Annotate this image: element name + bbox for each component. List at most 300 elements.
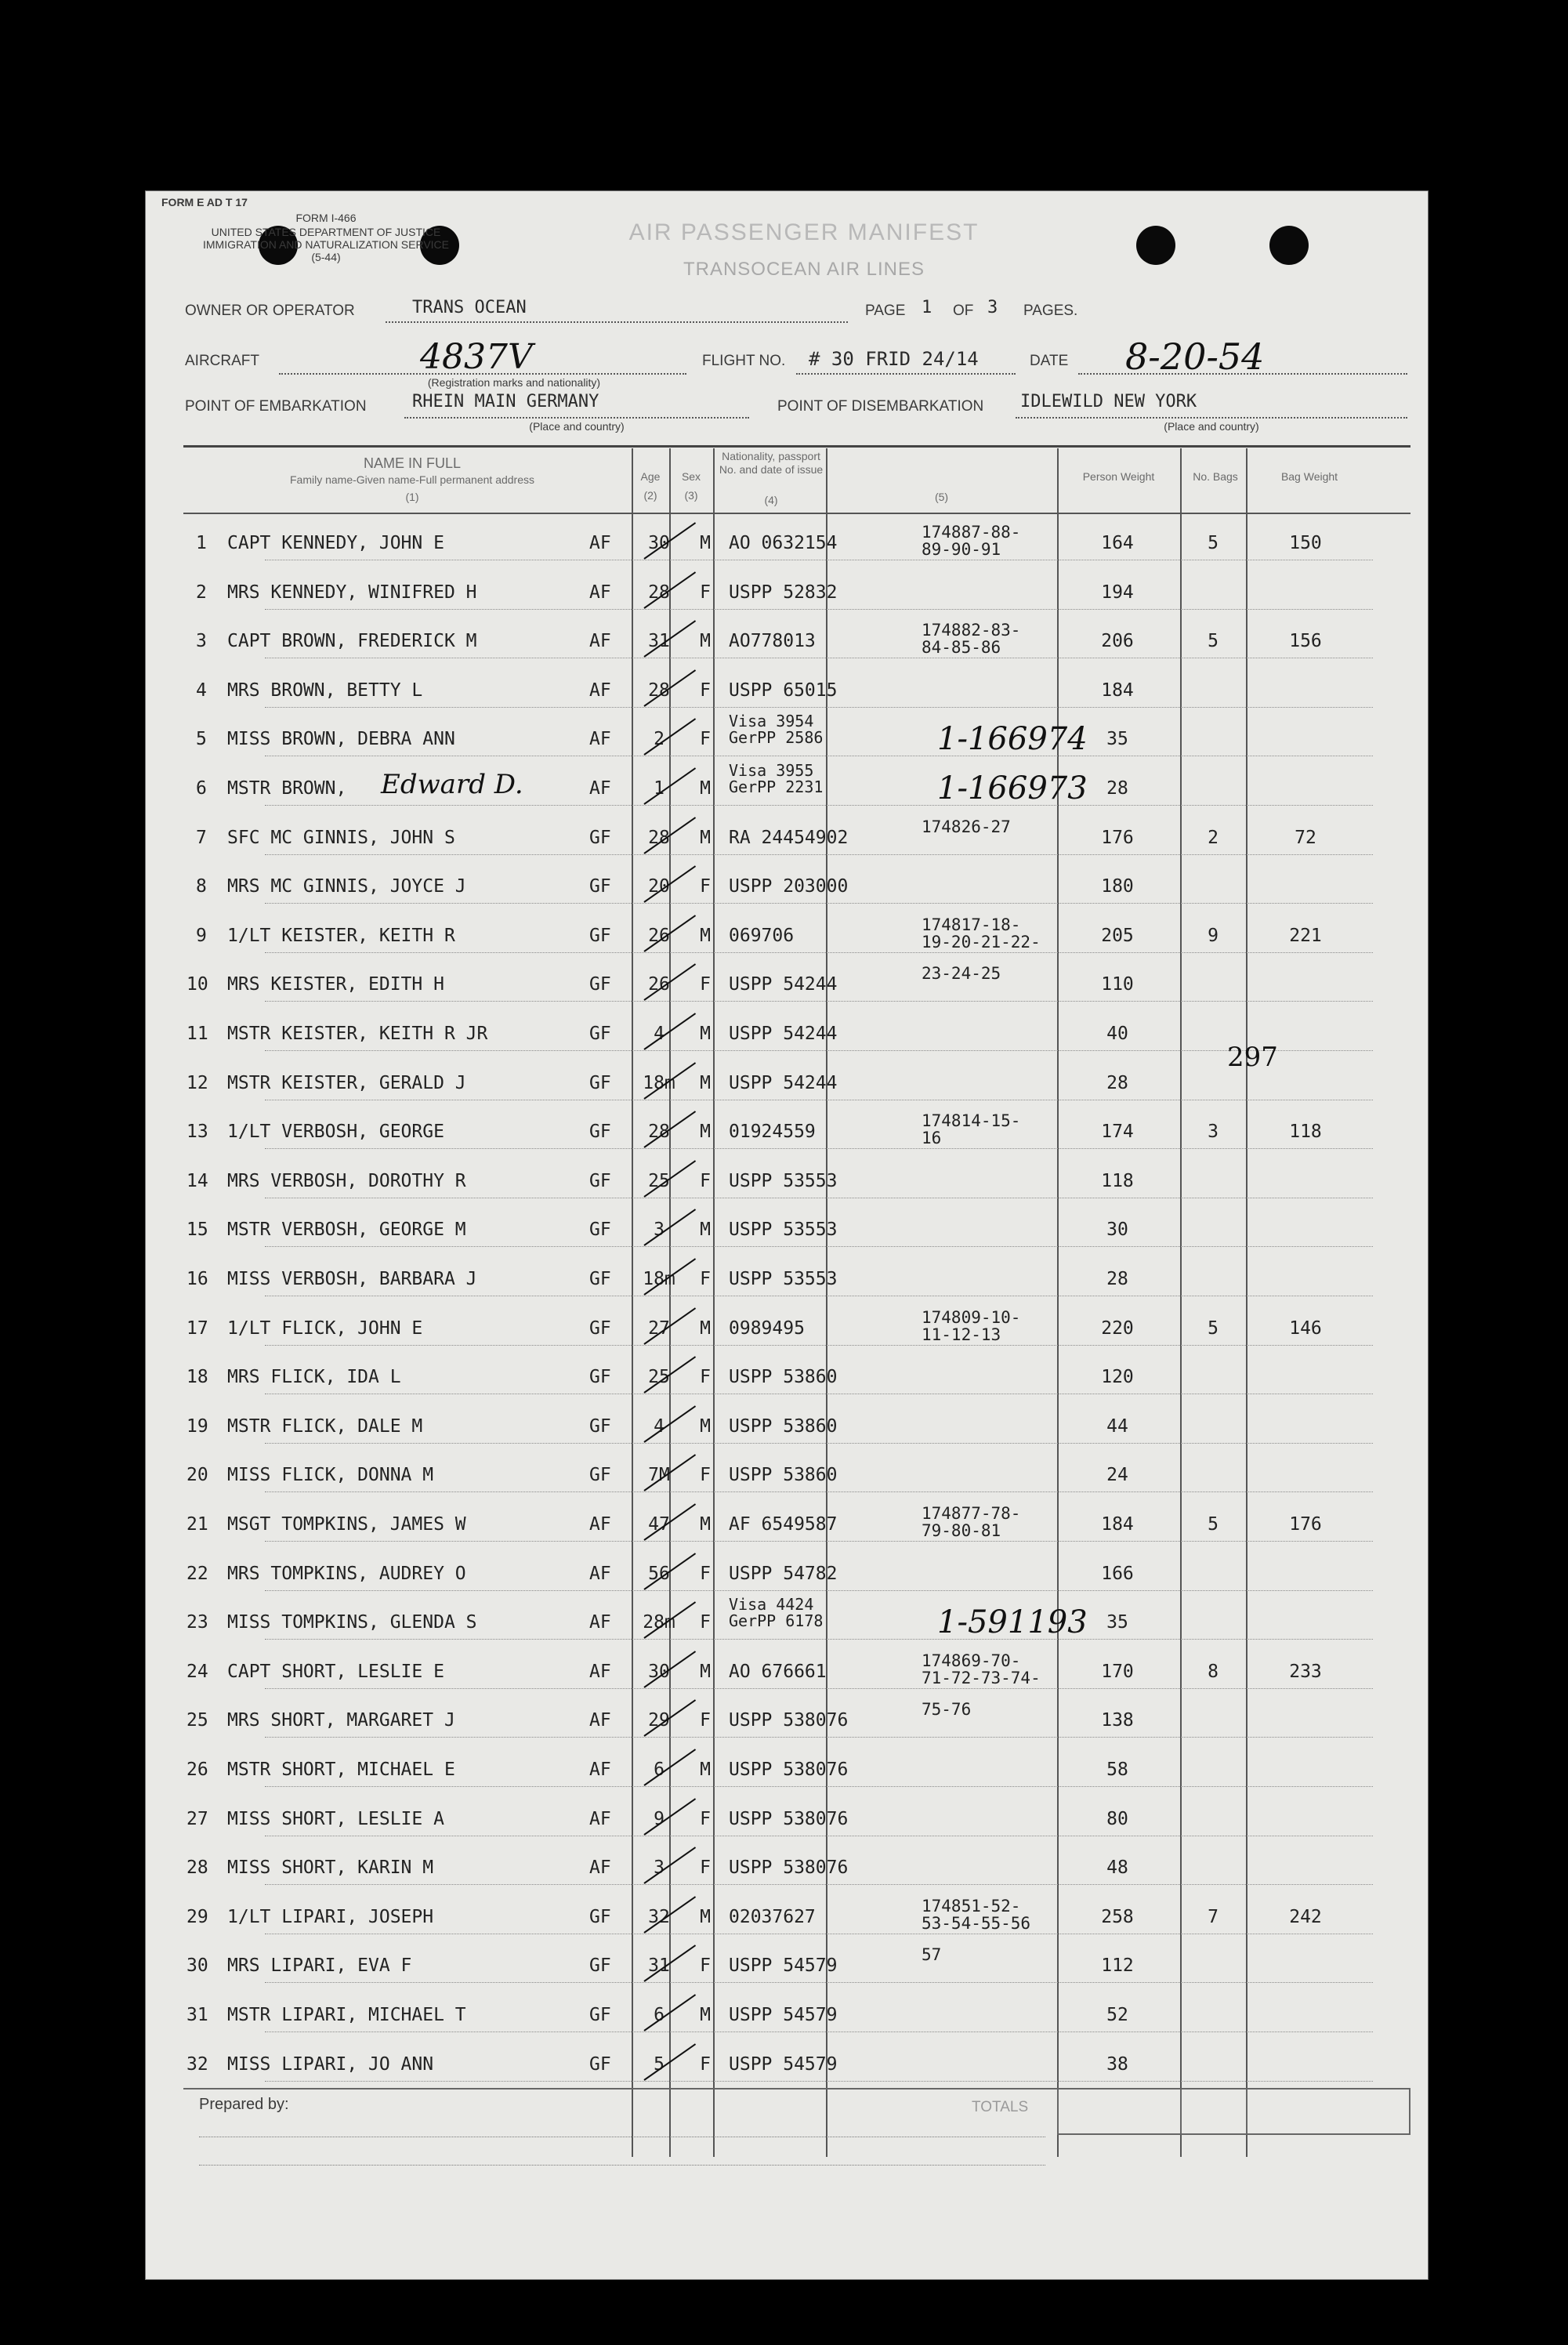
passenger-name: MSTR SHORT, MICHAEL E: [227, 1760, 455, 1780]
person-weight: 120: [1101, 1367, 1134, 1387]
bag-weight: 150: [1289, 533, 1322, 553]
passenger-sex: F: [700, 1955, 711, 1976]
service-branch: GF: [589, 2005, 611, 2025]
passport-number: USPP 53553: [729, 1220, 838, 1240]
passenger-age: 26: [648, 926, 670, 946]
manifest-form: [146, 191, 1428, 2279]
passport-number: 069706: [729, 926, 795, 946]
punch-hole: [1269, 226, 1309, 265]
person-weight: 184: [1101, 1514, 1134, 1535]
passenger-age: 1: [654, 778, 664, 799]
passenger-sex: M: [700, 1318, 711, 1339]
passenger-name: MRS VERBOSH, DOROTHY R: [227, 1171, 466, 1191]
table-row: [146, 913, 1428, 962]
embarkation-note: (Place and country): [529, 420, 625, 433]
col-passport-number: (4): [764, 494, 778, 506]
table-row: [146, 668, 1428, 716]
passenger-age: 18m: [643, 1073, 675, 1093]
passport-number: Visa 3955 GerPP 2231: [729, 761, 824, 796]
passenger-name: MRS MC GINNIS, JOYCE J: [227, 876, 466, 897]
row-number: 27: [186, 1809, 208, 1829]
passenger-sex: M: [700, 828, 711, 848]
service-branch: AF: [589, 1514, 611, 1535]
service-branch: GF: [589, 1318, 611, 1339]
passenger-age: 2: [654, 729, 664, 749]
passenger-age: 28: [648, 582, 670, 603]
passenger-sex: M: [700, 1662, 711, 1682]
bag-weight: 233: [1289, 1662, 1322, 1682]
table-row: [146, 1502, 1428, 1550]
passenger-age: 4: [654, 1416, 664, 1437]
service-branch: GF: [589, 828, 611, 848]
airline-name: TRANSOCEAN AIR LINES: [683, 259, 925, 280]
passenger-age: 30: [648, 1662, 670, 1682]
passport-number: USPP 203000: [729, 876, 849, 897]
passenger-age: 28m: [643, 1612, 675, 1633]
row-number: 15: [186, 1220, 208, 1240]
passport-number: USPP 54579: [729, 2054, 838, 2075]
bag-count: 5: [1208, 1514, 1219, 1535]
handwritten-annotation: 1-166973: [937, 770, 1088, 806]
form-department: UNITED STATES DEPARTMENT OF JUSTICE: [211, 226, 441, 238]
row-number: 23: [186, 1612, 208, 1633]
service-branch: AF: [589, 680, 611, 701]
bag-weight: 176: [1289, 1514, 1322, 1535]
person-weight: 176: [1101, 828, 1134, 848]
passport-number: USPP 54244: [729, 1073, 838, 1093]
passenger-name: MISS TOMPKINS, GLENDA S: [227, 1612, 477, 1633]
passport-number: Visa 4424 GerPP 6178: [729, 1595, 824, 1630]
row-number: 16: [186, 1269, 208, 1289]
row-number: 14: [186, 1171, 208, 1191]
person-weight: 112: [1101, 1955, 1134, 1976]
bag-weight: 156: [1289, 631, 1322, 651]
col-name-number: (1): [405, 491, 419, 503]
passenger-sex: F: [700, 582, 711, 603]
passenger-age: 6: [654, 2005, 664, 2025]
col-age-number: (2): [643, 489, 657, 502]
row-number: 22: [186, 1564, 208, 1584]
passport-number: 01924559: [729, 1122, 816, 1142]
service-branch: AF: [589, 533, 611, 553]
passenger-name: MISS SHORT, LESLIE A: [227, 1809, 444, 1829]
row-number: 6: [196, 778, 207, 799]
table-row: [146, 570, 1428, 618]
row-number: 26: [186, 1760, 208, 1780]
table-row: [146, 1158, 1428, 1207]
flight-value: # 30 FRID 24/14: [809, 348, 979, 370]
col-bagweight-heading: Bag Weight: [1280, 470, 1338, 483]
passenger-sex: F: [700, 2054, 711, 2075]
row-number: 28: [186, 1858, 208, 1878]
passenger-name: MSTR LIPARI, MICHAEL T: [227, 2005, 466, 2025]
bag-count: 5: [1208, 533, 1219, 553]
col-passport-heading: Nationality, passport No. and date of issue: [719, 450, 824, 476]
passenger-sex: M: [700, 1514, 711, 1535]
person-weight: 35: [1106, 1612, 1128, 1633]
row-number: 32: [186, 2054, 208, 2075]
row-number: 5: [196, 729, 207, 749]
passenger-sex: F: [700, 1858, 711, 1878]
service-branch: GF: [589, 1367, 611, 1387]
person-weight: 220: [1101, 1318, 1134, 1339]
passport-number: 02037627: [729, 1907, 816, 1927]
ticket-numbers: 57: [922, 1945, 942, 1964]
aircraft-label: AIRCRAFT: [185, 353, 259, 369]
person-weight: 28: [1106, 778, 1128, 799]
passenger-age: 28: [648, 1122, 670, 1142]
table-row: [146, 618, 1428, 667]
service-branch: GF: [589, 1024, 611, 1044]
passport-number: USPP 54244: [729, 974, 838, 995]
service-branch: GF: [589, 974, 611, 995]
bag-count: 7: [1208, 1907, 1219, 1927]
bag-count: 5: [1208, 631, 1219, 651]
passport-number: Visa 3954 GerPP 2586: [729, 712, 824, 747]
passport-number: AO778013: [729, 631, 816, 651]
passenger-name: CAPT KENNEDY, JOHN E: [227, 533, 444, 553]
col-sex-number: (3): [684, 489, 698, 502]
page-label: PAGE: [865, 303, 906, 319]
passenger-name: 1/LT VERBOSH, GEORGE: [227, 1122, 444, 1142]
service-branch: AF: [589, 1564, 611, 1584]
table-row: [146, 1595, 1428, 1648]
passport-number: AO 676661: [729, 1662, 827, 1682]
table-row: [146, 1845, 1428, 1894]
service-branch: AF: [589, 631, 611, 651]
passenger-age: 5: [654, 2054, 664, 2075]
service-branch: GF: [589, 876, 611, 897]
passenger-age: 29: [648, 1710, 670, 1731]
passenger-age: 6: [654, 1760, 664, 1780]
table-row: [146, 962, 1428, 1010]
bag-count: 3: [1208, 1122, 1219, 1142]
person-weight: 194: [1101, 582, 1134, 603]
passenger-name: MISS BROWN, DEBRA ANN: [227, 729, 455, 749]
passport-number: USPP 53553: [729, 1269, 838, 1289]
passenger-name: MISS LIPARI, JO ANN: [227, 2054, 434, 2075]
passenger-age: 47: [648, 1514, 670, 1535]
passenger-sex: M: [700, 533, 711, 553]
table-row: [146, 1551, 1428, 1600]
person-weight: 164: [1101, 533, 1134, 553]
row-number: 11: [186, 1024, 208, 1044]
passenger-age: 32: [648, 1907, 670, 1927]
page-value: 1: [922, 298, 932, 317]
person-weight: 118: [1101, 1171, 1134, 1191]
passenger-age: 31: [648, 631, 670, 651]
passenger-sex: M: [700, 1416, 711, 1437]
passenger-sex: F: [700, 974, 711, 995]
bag-weight: 146: [1289, 1318, 1322, 1339]
row-number: 3: [196, 631, 207, 651]
table-row: [146, 1649, 1428, 1698]
date-label: DATE: [1030, 353, 1069, 369]
table-row: [146, 815, 1428, 864]
passenger-age: 7M: [648, 1465, 670, 1485]
passenger-age: 28: [648, 828, 670, 848]
person-weight: 205: [1101, 926, 1134, 946]
passenger-name: MRS TOMPKINS, AUDREY O: [227, 1564, 466, 1584]
row-number: 29: [186, 1907, 208, 1927]
ticket-numbers: 174826-27: [922, 817, 1011, 836]
passenger-sex: M: [700, 1220, 711, 1240]
person-weight: 80: [1106, 1809, 1128, 1829]
passport-number: USPP 53860: [729, 1416, 838, 1437]
passenger-name: MRS KEISTER, EDITH H: [227, 974, 444, 995]
owner-label: OWNER OR OPERATOR: [185, 303, 355, 319]
passenger-name: 1/LT KEISTER, KEITH R: [227, 926, 455, 946]
row-number: 9: [196, 926, 207, 946]
passenger-sex: M: [700, 926, 711, 946]
row-number: 30: [186, 1955, 208, 1976]
passenger-name: MSTR KEISTER, KEITH R JR: [227, 1024, 488, 1044]
passenger-name: CAPT SHORT, LESLIE E: [227, 1662, 444, 1682]
service-branch: AF: [589, 582, 611, 603]
col-5-heading: (5): [934, 491, 949, 503]
passport-number: USPP 54579: [729, 1955, 838, 1976]
disembarkation-label: POINT OF DISEMBARKATION: [777, 398, 984, 415]
ticket-numbers: 75-76: [922, 1700, 972, 1719]
passport-number: AF 6549587: [729, 1514, 838, 1535]
ticket-numbers: 174817-18- 19-20-21-22-: [922, 915, 1041, 951]
form-corner-label: FORM E AD T 17: [161, 196, 248, 208]
service-branch: GF: [589, 1907, 611, 1927]
col-age-heading: Age: [640, 470, 661, 483]
handwritten-annotation: 1-591193: [937, 1604, 1088, 1640]
row-number: 21: [186, 1514, 208, 1535]
passenger-sex: M: [700, 1760, 711, 1780]
row-number: 1: [196, 533, 207, 553]
person-weight: 166: [1101, 1564, 1134, 1584]
ticket-numbers: 174851-52- 53-54-55-56: [922, 1897, 1031, 1933]
row-number: 4: [196, 680, 207, 701]
disembarkation-note: (Place and country): [1164, 420, 1259, 433]
row-number: 20: [186, 1465, 208, 1485]
table-row: [146, 1042, 1428, 1109]
person-weight: 28: [1106, 1269, 1128, 1289]
person-weight: 174: [1101, 1122, 1134, 1142]
bag-weight: 221: [1289, 926, 1322, 946]
passport-number: USPP 54244: [729, 1024, 838, 1044]
table-row: [146, 1747, 1428, 1796]
service-branch: AF: [589, 729, 611, 749]
person-weight: 258: [1101, 1907, 1134, 1927]
row-number: 31: [186, 2005, 208, 2025]
service-branch: AF: [589, 1710, 611, 1731]
passenger-name: MRS BROWN, BETTY L: [227, 680, 423, 701]
date-value: 8-20-54: [1125, 335, 1265, 378]
ticket-numbers: 174814-15- 16: [922, 1111, 1021, 1147]
passport-number: USPP 54579: [729, 2005, 838, 2025]
aircraft-value: 4837V: [420, 337, 533, 377]
service-branch: AF: [589, 778, 611, 799]
service-branch: GF: [589, 1416, 611, 1437]
service-branch: AF: [589, 1809, 611, 1829]
bag-count: 8: [1208, 1662, 1219, 1682]
passenger-name: MSTR KEISTER, GERALD J: [227, 1073, 466, 1093]
passenger-name: CAPT BROWN, FREDERICK M: [227, 631, 477, 651]
person-weight: 58: [1106, 1760, 1128, 1780]
table-row: [146, 520, 1428, 569]
person-weight: 180: [1101, 876, 1134, 897]
passenger-name: MSGT TOMPKINS, JAMES W: [227, 1514, 466, 1535]
ticket-numbers: 23-24-25: [922, 964, 1001, 983]
service-branch: GF: [589, 2054, 611, 2075]
passenger-sex: M: [700, 1122, 711, 1142]
passenger-sex: F: [700, 1465, 711, 1485]
form-number: FORM I-466: [295, 212, 357, 224]
pages-label: PAGES.: [1023, 303, 1078, 319]
passenger-age: 25: [648, 1367, 670, 1387]
passenger-sex: F: [700, 729, 711, 749]
service-branch: GF: [589, 1220, 611, 1240]
passenger-name: MISS FLICK, DONNA M: [227, 1465, 434, 1485]
passenger-age: 31: [648, 1955, 670, 1976]
totals-box: [1057, 2088, 1410, 2135]
passenger-name: 1/LT FLICK, JOHN E: [227, 1318, 423, 1339]
col-name-heading: NAME IN FULL: [363, 455, 462, 471]
table-row: [146, 1354, 1428, 1403]
passenger-name: MSTR BROWN,: [227, 778, 347, 799]
bag-count: 5: [1208, 1318, 1219, 1339]
passport-number: USPP 54782: [729, 1564, 838, 1584]
passenger-age: 9: [654, 1809, 664, 1829]
passenger-name: SFC MC GINNIS, JOHN S: [227, 828, 455, 848]
passport-number: USPP 53860: [729, 1465, 838, 1485]
passport-number: USPP 65015: [729, 680, 838, 701]
table-row: [146, 1943, 1428, 1992]
ticket-numbers: 174887-88- 89-90-91: [922, 523, 1021, 559]
row-number: 24: [186, 1662, 208, 1682]
person-weight: 206: [1101, 631, 1134, 651]
passenger-name: MRS LIPARI, EVA F: [227, 1955, 412, 1976]
person-weight: 44: [1106, 1416, 1128, 1437]
passport-number: USPP 53860: [729, 1367, 838, 1387]
totals-label: TOTALS: [972, 2099, 1029, 2115]
service-branch: AF: [589, 1858, 611, 1878]
person-weight: 35: [1106, 729, 1128, 749]
passport-number: RA 24454902: [729, 828, 849, 848]
handwritten-annotation: 1-166974: [937, 721, 1088, 757]
of-label: OF: [953, 303, 974, 319]
table-row: [146, 864, 1428, 912]
person-weight: 30: [1106, 1220, 1128, 1240]
table-row: [146, 761, 1428, 814]
passenger-sex: M: [700, 631, 711, 651]
ticket-numbers: 174882-83- 84-85-86: [922, 621, 1021, 657]
table-row: [146, 1992, 1428, 2041]
service-branch: GF: [589, 1269, 611, 1289]
passport-number: USPP 538076: [729, 1760, 849, 1780]
table-row: [146, 1256, 1428, 1305]
row-number: 25: [186, 1710, 208, 1731]
col-weight-heading: Person Weight: [1082, 470, 1155, 483]
passenger-age: 27: [648, 1318, 670, 1339]
person-weight: 52: [1106, 2005, 1128, 2025]
disembarkation-value: IDLEWILD NEW YORK: [1020, 392, 1197, 411]
bag-weight: 72: [1295, 828, 1316, 848]
prepared-by-label: Prepared by:: [199, 2096, 289, 2113]
row-number: 18: [186, 1367, 208, 1387]
form-title: AIR PASSENGER MANIFEST: [628, 219, 980, 245]
person-weight: 170: [1101, 1662, 1134, 1682]
ticket-numbers: 174877-78- 79-80-81: [922, 1504, 1021, 1540]
passenger-sex: F: [700, 1269, 711, 1289]
of-value: 3: [987, 298, 998, 317]
passenger-age: 25: [648, 1171, 670, 1191]
col-sex-heading: Sex: [681, 470, 701, 483]
row-number: 13: [186, 1122, 208, 1142]
owner-value: TRANS OCEAN: [412, 298, 527, 317]
embarkation-value: RHEIN MAIN GERMANY: [412, 392, 599, 411]
bag-count: 2: [1208, 828, 1219, 848]
passenger-age: 4: [654, 1024, 664, 1044]
passenger-sex: M: [700, 1073, 711, 1093]
punch-hole: [1136, 226, 1175, 265]
table-row: [146, 1894, 1428, 1943]
person-weight: 28: [1106, 1073, 1128, 1093]
passport-number: USPP 52832: [729, 582, 838, 603]
passenger-sex: F: [700, 1171, 711, 1191]
passenger-name: MISS SHORT, KARIN M: [227, 1858, 434, 1878]
passenger-sex: F: [700, 1367, 711, 1387]
person-weight: 138: [1101, 1710, 1134, 1731]
ticket-numbers: 174869-70- 71-72-73-74-: [922, 1651, 1041, 1687]
passport-number: 0989495: [729, 1318, 805, 1339]
person-weight: 38: [1106, 2054, 1128, 2075]
table-row: [146, 1452, 1428, 1501]
ticket-numbers: 174809-10- 11-12-13: [922, 1308, 1021, 1344]
form-code: (5-44): [311, 251, 341, 263]
service-branch: GF: [589, 1073, 611, 1093]
passenger-sex: F: [700, 1809, 711, 1829]
service-branch: GF: [589, 1171, 611, 1191]
bag-count: 9: [1208, 926, 1219, 946]
row-number: 12: [186, 1073, 208, 1093]
service-branch: AF: [589, 1662, 611, 1682]
passenger-sex: F: [700, 1710, 711, 1731]
row-number: 2: [196, 582, 207, 603]
passport-number: AO 0632154: [729, 533, 838, 553]
row-number: 19: [186, 1416, 208, 1437]
passenger-age: 3: [654, 1858, 664, 1878]
passenger-name: MSTR VERBOSH, GEORGE M: [227, 1220, 466, 1240]
aircraft-note: (Registration marks and nationality): [427, 376, 601, 389]
passenger-name: MISS VERBOSH, BARBARA J: [227, 1269, 477, 1289]
passenger-name: MRS KENNEDY, WINIFRED H: [227, 582, 477, 603]
passenger-sex: F: [700, 680, 711, 701]
passport-number: USPP 538076: [729, 1858, 849, 1878]
person-weight: 184: [1101, 680, 1134, 701]
row-number: 10: [186, 974, 208, 995]
table-row: [146, 1109, 1428, 1158]
passenger-sex: M: [700, 1907, 711, 1927]
row-number: 17: [186, 1318, 208, 1339]
table-row: [146, 1306, 1428, 1354]
passenger-age: 56: [648, 1564, 670, 1584]
row-number: 8: [196, 876, 207, 897]
passenger-sex: F: [700, 1564, 711, 1584]
handwritten-name: Edward D.: [381, 769, 523, 800]
passenger-sex: F: [700, 876, 711, 897]
passport-number: USPP 538076: [729, 1710, 849, 1731]
passenger-age: 3: [654, 1220, 664, 1240]
person-weight: 110: [1101, 974, 1134, 995]
flight-label: FLIGHT NO.: [702, 353, 786, 369]
service-branch: GF: [589, 1955, 611, 1976]
passenger-age: 18m: [643, 1269, 675, 1289]
